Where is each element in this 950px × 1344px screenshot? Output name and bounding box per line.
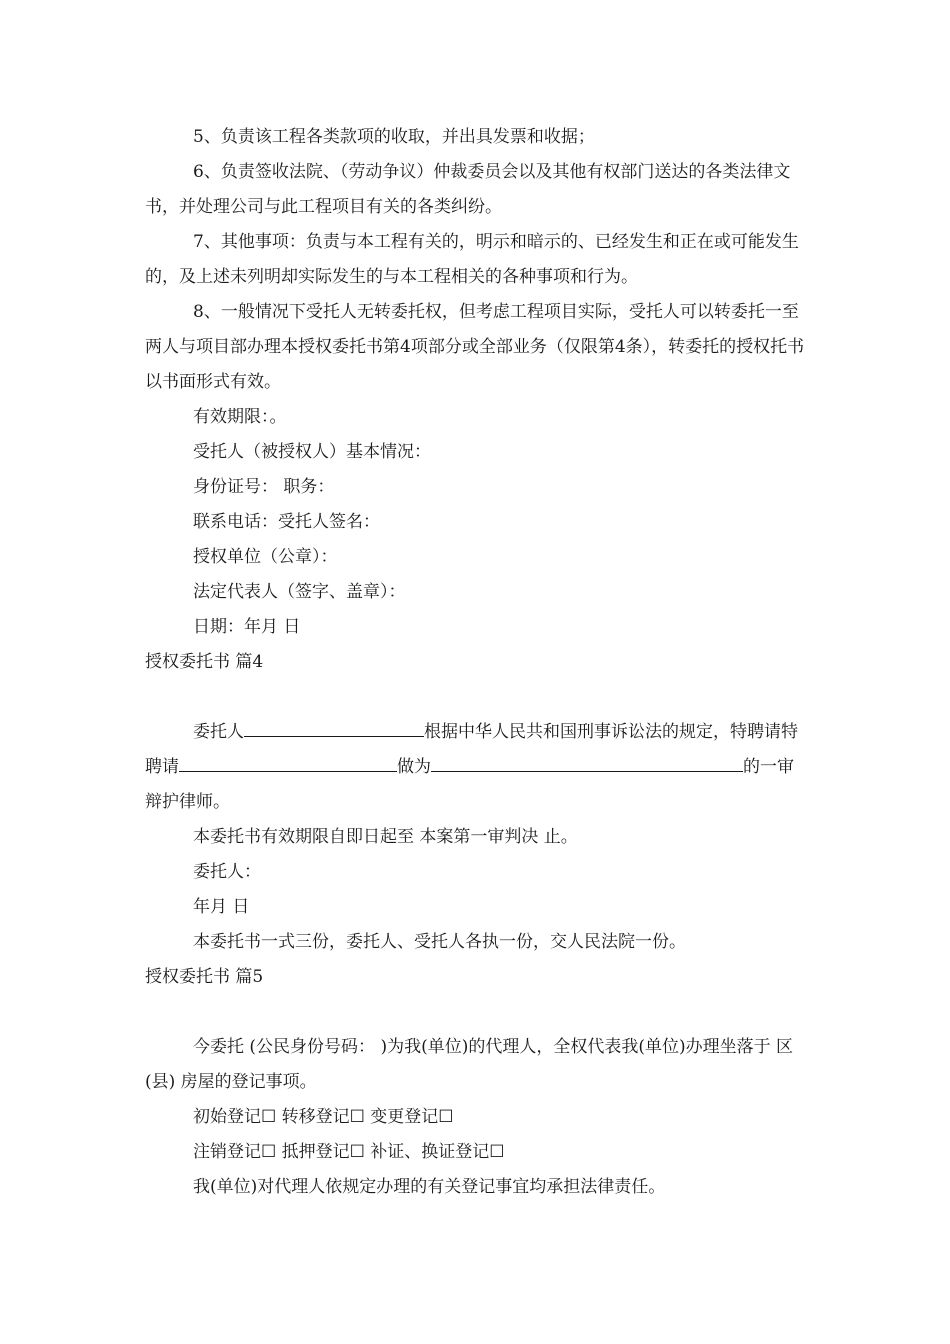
registration-options-row-2: 注销登记☐ 抵押登记☐ 补证、换证登记☐ — [193, 1142, 505, 1162]
date-field: 日期：年月 日 — [193, 617, 301, 637]
as-label: 做为 — [397, 757, 431, 777]
id-number-field: 身份证号： 职务： — [193, 477, 335, 497]
section-4-appointment — [145, 715, 805, 820]
role-blank — [431, 753, 743, 772]
item-8: 8、一般情况下受托人无转委托权，但考虑工程项目实际，受托人可以转委托一至两人与项目部办理本授权委托书第4项部分或全部业务（仅限第4条），转委托的授权托书以书面形式有效。 — [145, 302, 805, 392]
section-4-date: 年月 日 — [193, 897, 250, 917]
lawyer-blank — [179, 753, 397, 772]
trustee-info-label: 受托人（被授权人）基本情况： — [193, 442, 431, 462]
item-6: 6、负责签收法院、（劳动争议）仲裁委员会以及其他有权部门送达的各类法律文书，并处理公司与此工程项目有关的各类纠纷。 — [145, 162, 791, 217]
section-4-principal: 委托人： — [193, 862, 261, 882]
section-4-heading: 授权委托书 篇4 — [145, 652, 264, 672]
legal-representative-field: 法定代表人（签字、盖章）： — [193, 582, 406, 602]
spacer — [145, 995, 805, 1030]
section-4-validity: 本委托书有效期限自即日起至 本案第一审判决 止。 — [193, 827, 578, 847]
phone-field: 联系电话：受托人签名： — [193, 512, 380, 532]
spacer — [145, 680, 805, 715]
registration-options-row-1: 初始登记☐ 转移登记☐ 变更登记☐ — [193, 1107, 454, 1127]
item-7: 7、其他事项：负责与本工程有关的，明示和暗示的、已经发生和正在或可能发生的，及上述未列明却实际发生的与本工程相关的各种事项和行为。 — [145, 232, 799, 287]
appointment-suffix: 的一审辩护律师。 — [145, 757, 794, 812]
appointment-text: 根据中华人民共和国刑事诉讼法的规定，特聘请特聘请 — [145, 722, 798, 777]
validity-period: 有效期限：。 — [193, 407, 287, 427]
section-4-copies: 本委托书一式三份，委托人、受托人各执一份，交人民法院一份。 — [193, 932, 686, 952]
item-5: 5、负责该工程各类款项的收取，并出具发票和收据； — [193, 127, 595, 147]
section-5-intro: 今委托 (公民身份号码： )为我(单位)的代理人，全权代表我(单位)办理坐落于 区(县) 房屋的登记事项。 — [145, 1037, 794, 1092]
document-page — [145, 120, 805, 1205]
section-5-heading: 授权委托书 篇5 — [145, 967, 264, 987]
principal-blank — [244, 718, 424, 737]
section-5-responsibility: 我(单位)对代理人依规定办理的有关登记事宜均承担法律责任。 — [193, 1177, 666, 1197]
principal-label: 委托人 — [193, 722, 244, 742]
authorizing-unit-field: 授权单位（公章）： — [193, 547, 338, 567]
